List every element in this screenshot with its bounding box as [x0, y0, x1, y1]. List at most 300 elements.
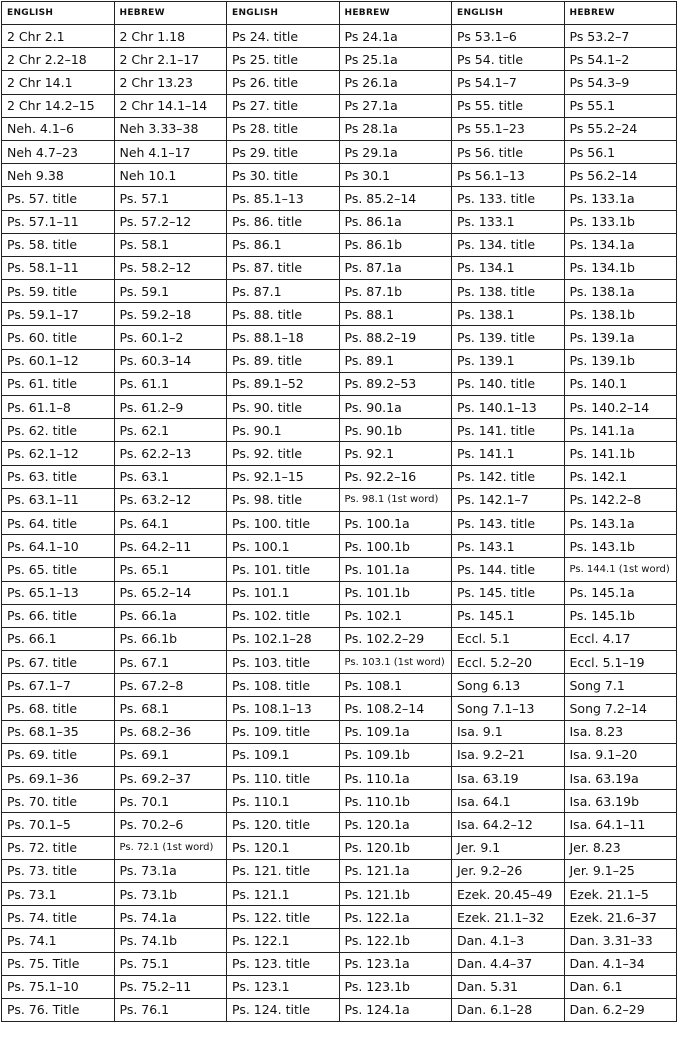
header-row [2, 2, 677, 25]
english-cell: Ps. 102. title [227, 604, 340, 627]
table-row [2, 720, 677, 743]
english-cell: Ps. 66. title [2, 604, 115, 627]
hebrew-cell: Ps. 141.1a [564, 419, 677, 442]
hebrew-cell: Ps. 86.1a [339, 210, 452, 233]
hebrew-cell: Ps. 65.1 [114, 558, 227, 581]
hebrew-cell: Isa. 63.19a [564, 767, 677, 790]
english-cell: Ps 30. title [227, 164, 340, 187]
hebrew-cell: Ps. 138.1a [564, 280, 677, 303]
table-row [2, 929, 677, 952]
english-cell: Ps. 62.1–12 [2, 442, 115, 465]
english-cell: Isa. 64.2–12 [452, 813, 565, 836]
english-cell: Ps. 60. title [2, 326, 115, 349]
hebrew-cell: Ps. 73.1a [114, 859, 227, 882]
english-cell: Ps. 60.1–12 [2, 349, 115, 372]
hebrew-cell: Ps 55.1 [564, 94, 677, 117]
english-cell: Ps 24. title [227, 25, 340, 48]
english-cell: Ps. 121.1 [227, 882, 340, 905]
table-row [2, 372, 677, 395]
english-cell: Ps. 124. title [227, 998, 340, 1021]
hebrew-cell: Ps. 61.2–9 [114, 396, 227, 419]
english-cell: Ps. 74. title [2, 906, 115, 929]
hebrew-cell: Isa. 8.23 [564, 720, 677, 743]
english-cell: Isa. 63.19 [452, 767, 565, 790]
english-cell: Ps. 65. title [2, 558, 115, 581]
english-cell: Ps. 90.1 [227, 419, 340, 442]
hebrew-cell: Ps. 134.1a [564, 233, 677, 256]
hebrew-cell: Ps 54.1–2 [564, 48, 677, 71]
english-cell: Ps. 109.1 [227, 743, 340, 766]
english-cell: 2 Chr 14.1 [2, 71, 115, 94]
hebrew-cell: Ps. 67.2–8 [114, 674, 227, 697]
hebrew-cell: Ps. 64.2–11 [114, 535, 227, 558]
hebrew-cell: Ps. 87.1b [339, 280, 452, 303]
table-row [2, 233, 677, 256]
hebrew-cell: Ps. 76.1 [114, 998, 227, 1021]
hebrew-cell: Ps. 70.2–6 [114, 813, 227, 836]
english-cell: Ps. 139. title [452, 326, 565, 349]
english-cell: Ps 27. title [227, 94, 340, 117]
hebrew-cell: Dan. 3.31–33 [564, 929, 677, 952]
hebrew-cell: Jer. 9.1–25 [564, 859, 677, 882]
hebrew-cell: Neh 4.1–17 [114, 140, 227, 163]
english-cell: 2 Chr 2.1 [2, 25, 115, 48]
english-cell: Ps. 70.1–5 [2, 813, 115, 836]
english-cell: Ps 56.1–13 [452, 164, 565, 187]
hebrew-cell: Ps. 140.2–14 [564, 396, 677, 419]
hebrew-cell: Ps. 121.1a [339, 859, 452, 882]
table-row [2, 488, 677, 511]
hebrew-cell: Ps. 63.1 [114, 465, 227, 488]
column-header-hebrew: HEBREW [114, 2, 227, 25]
hebrew-cell: Ps. 60.1–2 [114, 326, 227, 349]
english-cell: Ps. 73.1 [2, 882, 115, 905]
hebrew-cell: Ps. 63.2–12 [114, 488, 227, 511]
hebrew-cell: Ps. 122.1a [339, 906, 452, 929]
hebrew-cell: Ps. 65.2–14 [114, 581, 227, 604]
hebrew-cell: Ps. 61.1 [114, 372, 227, 395]
english-cell: Ps. 138.1 [452, 303, 565, 326]
table-row [2, 396, 677, 419]
english-cell: Ps. 90. title [227, 396, 340, 419]
hebrew-cell: Ps. 92.2–16 [339, 465, 452, 488]
hebrew-cell: Ps. 85.2–14 [339, 187, 452, 210]
english-cell: Ps. 75.1–10 [2, 975, 115, 998]
english-cell: Ps 25. title [227, 48, 340, 71]
english-cell: Ps. 92. title [227, 442, 340, 465]
english-cell: Ps 26. title [227, 71, 340, 94]
english-cell: Neh. 4.1–6 [2, 117, 115, 140]
english-cell: Ps. 123.1 [227, 975, 340, 998]
hebrew-cell: Ps. 59.1 [114, 280, 227, 303]
hebrew-cell: Ps. 108.1 [339, 674, 452, 697]
english-cell: Ps 54. title [452, 48, 565, 71]
english-cell: Ps. 69. title [2, 743, 115, 766]
hebrew-cell: Ps. 103.1 (1st word) [339, 651, 452, 674]
english-cell: Isa. 64.1 [452, 790, 565, 813]
hebrew-cell: Ps. 109.1b [339, 743, 452, 766]
english-cell: Ps. 109. title [227, 720, 340, 743]
hebrew-cell: Ps. 101.1b [339, 581, 452, 604]
table-row [2, 349, 677, 372]
table-row [2, 674, 677, 697]
hebrew-cell: Ps. 123.1b [339, 975, 452, 998]
english-cell: Ps. 133.1 [452, 210, 565, 233]
table-row [2, 419, 677, 442]
hebrew-cell: Eccl. 5.1–19 [564, 651, 677, 674]
english-cell: Ps. 140. title [452, 372, 565, 395]
english-cell: Ps. 139.1 [452, 349, 565, 372]
english-cell: Ps. 64.1–10 [2, 535, 115, 558]
english-cell: Ps. 66.1 [2, 627, 115, 650]
hebrew-cell: Ps. 98.1 (1st word) [339, 488, 452, 511]
hebrew-cell: Ps. 62.2–13 [114, 442, 227, 465]
hebrew-cell: Ps. 143.1a [564, 511, 677, 534]
english-cell: Ps. 134.1 [452, 256, 565, 279]
english-cell: Ps. 108.1–13 [227, 697, 340, 720]
hebrew-cell: Dan. 6.2–29 [564, 998, 677, 1021]
english-cell: Ps. 134. title [452, 233, 565, 256]
hebrew-cell: Ps. 73.1b [114, 882, 227, 905]
english-cell: Dan. 4.4–37 [452, 952, 565, 975]
hebrew-cell: Ps. 144.1 (1st word) [564, 558, 677, 581]
table-row [2, 952, 677, 975]
english-cell: Ps. 133. title [452, 187, 565, 210]
english-cell: Ps. 70. title [2, 790, 115, 813]
english-cell: Ps. 58. title [2, 233, 115, 256]
hebrew-cell: Ps. 86.1b [339, 233, 452, 256]
english-cell: Ps. 143.1 [452, 535, 565, 558]
english-cell: Ps 55.1–23 [452, 117, 565, 140]
hebrew-cell: Ps. 70.1 [114, 790, 227, 813]
table-row [2, 627, 677, 650]
english-cell: Ps. 86.1 [227, 233, 340, 256]
hebrew-cell: Ps. 75.2–11 [114, 975, 227, 998]
hebrew-cell: Ps. 139.1a [564, 326, 677, 349]
hebrew-cell: Ps. 109.1a [339, 720, 452, 743]
hebrew-cell: Ps 26.1a [339, 71, 452, 94]
hebrew-cell: Ps 27.1a [339, 94, 452, 117]
english-cell: Ps. 68.1–35 [2, 720, 115, 743]
english-cell: Ps. 67. title [2, 651, 115, 674]
table-row [2, 813, 677, 836]
english-cell: Ps 54.1–7 [452, 71, 565, 94]
table-row [2, 906, 677, 929]
hebrew-cell: Ps 24.1a [339, 25, 452, 48]
english-cell: Isa. 9.1 [452, 720, 565, 743]
table-row [2, 604, 677, 627]
english-cell: Ps. 120. title [227, 813, 340, 836]
hebrew-cell: Ps. 110.1a [339, 767, 452, 790]
table-row [2, 836, 677, 859]
hebrew-cell: Ps 56.1 [564, 140, 677, 163]
english-cell: Ezek. 20.45–49 [452, 882, 565, 905]
table-row [2, 581, 677, 604]
english-cell: Ps. 122. title [227, 906, 340, 929]
hebrew-cell: Dan. 4.1–34 [564, 952, 677, 975]
hebrew-cell: Ps. 102.2–29 [339, 627, 452, 650]
table-row [2, 535, 677, 558]
hebrew-cell: Ps. 57.2–12 [114, 210, 227, 233]
english-cell: Ps. 73. title [2, 859, 115, 882]
english-cell: Ps. 120.1 [227, 836, 340, 859]
english-cell: Jer. 9.2–26 [452, 859, 565, 882]
table-row [2, 975, 677, 998]
hebrew-cell: Ps. 66.1b [114, 627, 227, 650]
english-cell: Ps. 57.1–11 [2, 210, 115, 233]
english-cell: Ps. 68. title [2, 697, 115, 720]
hebrew-cell: Ps. 121.1b [339, 882, 452, 905]
hebrew-cell: Ps. 133.1b [564, 210, 677, 233]
table-row [2, 697, 677, 720]
english-cell: Ps 53.1–6 [452, 25, 565, 48]
column-header-english: ENGLISH [2, 2, 115, 25]
english-cell: Ps. 141.1 [452, 442, 565, 465]
hebrew-cell: Ps. 143.1b [564, 535, 677, 558]
english-cell: Dan. 5.31 [452, 975, 565, 998]
english-cell: Ps. 63.1–11 [2, 488, 115, 511]
verse-correspondence-table [1, 1, 677, 1022]
english-cell: Ps. 98. title [227, 488, 340, 511]
hebrew-cell: Ps. 138.1b [564, 303, 677, 326]
hebrew-cell: Ps. 142.2–8 [564, 488, 677, 511]
english-cell: 2 Chr 14.2–15 [2, 94, 115, 117]
english-cell: Eccl. 5.1 [452, 627, 565, 650]
table-row [2, 998, 677, 1021]
hebrew-cell: Ps. 58.1 [114, 233, 227, 256]
english-cell: Dan. 6.1–28 [452, 998, 565, 1021]
hebrew-cell: Isa. 63.19b [564, 790, 677, 813]
hebrew-cell: Ps. 92.1 [339, 442, 452, 465]
table-row [2, 48, 677, 71]
table-row [2, 187, 677, 210]
english-cell: Ps 55. title [452, 94, 565, 117]
table-row [2, 326, 677, 349]
hebrew-cell: Ps. 140.1 [564, 372, 677, 395]
hebrew-cell: Ps. 74.1b [114, 929, 227, 952]
english-cell: Ps. 88.1–18 [227, 326, 340, 349]
table-row [2, 117, 677, 140]
english-cell: Ps. 101. title [227, 558, 340, 581]
hebrew-cell: Ps. 67.1 [114, 651, 227, 674]
hebrew-cell: Ps. 64.1 [114, 511, 227, 534]
hebrew-cell: Ps. 120.1a [339, 813, 452, 836]
hebrew-cell: Ps. 110.1b [339, 790, 452, 813]
english-cell: Ps. 138. title [452, 280, 565, 303]
table-row [2, 256, 677, 279]
table-row [2, 558, 677, 581]
column-header-english: ENGLISH [452, 2, 565, 25]
english-cell: Ps. 63. title [2, 465, 115, 488]
english-cell: Ps. 122.1 [227, 929, 340, 952]
english-cell: Ps. 142.1–7 [452, 488, 565, 511]
english-cell: Ps. 145.1 [452, 604, 565, 627]
english-cell: Ps. 108. title [227, 674, 340, 697]
hebrew-cell: Ps. 68.1 [114, 697, 227, 720]
english-cell: Ps. 92.1–15 [227, 465, 340, 488]
english-cell: Ezek. 21.1–32 [452, 906, 565, 929]
english-cell: Ps. 110.1 [227, 790, 340, 813]
english-cell: Ps. 89. title [227, 349, 340, 372]
hebrew-cell: Eccl. 4.17 [564, 627, 677, 650]
hebrew-cell: Song 7.2–14 [564, 697, 677, 720]
english-cell: Ps 28. title [227, 117, 340, 140]
table-row [2, 303, 677, 326]
hebrew-cell: Ps. 134.1b [564, 256, 677, 279]
english-cell: Ps. 59. title [2, 280, 115, 303]
table-row [2, 790, 677, 813]
hebrew-cell: Ps. 120.1b [339, 836, 452, 859]
hebrew-cell: Neh 3.33–38 [114, 117, 227, 140]
english-cell: Ps. 76. Title [2, 998, 115, 1021]
english-cell: Ps. 64. title [2, 511, 115, 534]
hebrew-cell: Ps 30.1 [339, 164, 452, 187]
english-cell: Ps. 75. Title [2, 952, 115, 975]
hebrew-cell: Ps 55.2–24 [564, 117, 677, 140]
hebrew-cell: Ps. 102.1 [339, 604, 452, 627]
english-cell: Ps. 87.1 [227, 280, 340, 303]
hebrew-cell: Ps. 145.1a [564, 581, 677, 604]
hebrew-cell: Ps. 90.1a [339, 396, 452, 419]
english-cell: Ps. 58.1–11 [2, 256, 115, 279]
english-cell: Ps. 142. title [452, 465, 565, 488]
english-cell: Ps 56. title [452, 140, 565, 163]
hebrew-cell: Ps. 59.2–18 [114, 303, 227, 326]
hebrew-cell: Ps. 58.2–12 [114, 256, 227, 279]
english-cell: Ps. 74.1 [2, 929, 115, 952]
hebrew-cell: Ps. 60.3–14 [114, 349, 227, 372]
hebrew-cell: Ps. 72.1 (1st word) [114, 836, 227, 859]
column-header-english: ENGLISH [227, 2, 340, 25]
english-cell: Ps. 110. title [227, 767, 340, 790]
table-row [2, 442, 677, 465]
table-row [2, 25, 677, 48]
hebrew-cell: Ezek. 21.1–5 [564, 882, 677, 905]
english-cell: Neh 9.38 [2, 164, 115, 187]
hebrew-cell: Ps. 90.1b [339, 419, 452, 442]
table-row [2, 210, 677, 233]
hebrew-cell: Ps. 75.1 [114, 952, 227, 975]
english-cell: Ps. 72. title [2, 836, 115, 859]
english-cell: Ps. 103. title [227, 651, 340, 674]
table-row [2, 651, 677, 674]
hebrew-cell: Ps. 123.1a [339, 952, 452, 975]
hebrew-cell: Ps. 89.2–53 [339, 372, 452, 395]
english-cell: Ps. 143. title [452, 511, 565, 534]
english-cell: Isa. 9.2–21 [452, 743, 565, 766]
english-cell: Ps. 140.1–13 [452, 396, 565, 419]
hebrew-cell: Ps. 88.1 [339, 303, 452, 326]
english-cell: Ps. 61.1–8 [2, 396, 115, 419]
english-cell: Ps. 57. title [2, 187, 115, 210]
english-cell: Ps. 67.1–7 [2, 674, 115, 697]
hebrew-cell: 2 Chr 14.1–14 [114, 94, 227, 117]
hebrew-cell: Ps. 122.1b [339, 929, 452, 952]
english-cell: Ps. 61. title [2, 372, 115, 395]
english-cell: Ps. 62. title [2, 419, 115, 442]
hebrew-cell: Dan. 6.1 [564, 975, 677, 998]
table-row [2, 511, 677, 534]
column-header-hebrew: HEBREW [564, 2, 677, 25]
hebrew-cell: Ps. 141.1b [564, 442, 677, 465]
hebrew-cell: Ps 29.1a [339, 140, 452, 163]
english-cell: Ps. 102.1–28 [227, 627, 340, 650]
hebrew-cell: Ps. 87.1a [339, 256, 452, 279]
english-cell: Ps. 89.1–52 [227, 372, 340, 395]
english-cell: Ps. 145. title [452, 581, 565, 604]
table-row [2, 280, 677, 303]
english-cell: Ps. 121. title [227, 859, 340, 882]
hebrew-cell: Ps. 89.1 [339, 349, 452, 372]
english-cell: Ps. 123. title [227, 952, 340, 975]
hebrew-cell: Ps 53.2–7 [564, 25, 677, 48]
hebrew-cell: Ps. 68.2–36 [114, 720, 227, 743]
hebrew-cell: 2 Chr 2.1–17 [114, 48, 227, 71]
table-row [2, 882, 677, 905]
hebrew-cell: Ps. 139.1b [564, 349, 677, 372]
hebrew-cell: Ps. 133.1a [564, 187, 677, 210]
hebrew-cell: Ps. 88.2–19 [339, 326, 452, 349]
table-row [2, 767, 677, 790]
column-header-hebrew: HEBREW [339, 2, 452, 25]
hebrew-cell: Ps. 57.1 [114, 187, 227, 210]
hebrew-cell: Ps. 69.1 [114, 743, 227, 766]
hebrew-cell: Isa. 64.1–11 [564, 813, 677, 836]
hebrew-cell: Song 7.1 [564, 674, 677, 697]
hebrew-cell: Ps. 69.2–37 [114, 767, 227, 790]
hebrew-cell: 2 Chr 1.18 [114, 25, 227, 48]
table-row [2, 859, 677, 882]
hebrew-cell: Ps. 100.1a [339, 511, 452, 534]
english-cell: Ps. 69.1–36 [2, 767, 115, 790]
english-cell: Ps. 100.1 [227, 535, 340, 558]
hebrew-cell: Ps. 66.1a [114, 604, 227, 627]
english-cell: 2 Chr 2.2–18 [2, 48, 115, 71]
hebrew-cell: Isa. 9.1–20 [564, 743, 677, 766]
table-row [2, 140, 677, 163]
table-row [2, 94, 677, 117]
table-row [2, 71, 677, 94]
english-cell: Ps. 86. title [227, 210, 340, 233]
hebrew-cell: Ps. 124.1a [339, 998, 452, 1021]
hebrew-cell: Ezek. 21.6–37 [564, 906, 677, 929]
english-cell: Dan. 4.1–3 [452, 929, 565, 952]
english-cell: Eccl. 5.2–20 [452, 651, 565, 674]
hebrew-cell: Ps. 142.1 [564, 465, 677, 488]
hebrew-cell: Ps. 62.1 [114, 419, 227, 442]
hebrew-cell: 2 Chr 13.23 [114, 71, 227, 94]
hebrew-cell: Ps. 145.1b [564, 604, 677, 627]
english-cell: Jer. 9.1 [452, 836, 565, 859]
english-cell: Ps. 101.1 [227, 581, 340, 604]
english-cell: Ps. 65.1–13 [2, 581, 115, 604]
english-cell: Ps. 59.1–17 [2, 303, 115, 326]
english-cell: Ps. 141. title [452, 419, 565, 442]
hebrew-cell: Ps. 101.1a [339, 558, 452, 581]
hebrew-cell: Ps 28.1a [339, 117, 452, 140]
english-cell: Song 7.1–13 [452, 697, 565, 720]
english-cell: Ps. 144. title [452, 558, 565, 581]
hebrew-cell: Ps 56.2–14 [564, 164, 677, 187]
english-cell: Ps. 88. title [227, 303, 340, 326]
hebrew-cell: Ps. 100.1b [339, 535, 452, 558]
hebrew-cell: Ps 25.1a [339, 48, 452, 71]
hebrew-cell: Jer. 8.23 [564, 836, 677, 859]
english-cell: Ps. 87. title [227, 256, 340, 279]
hebrew-cell: Ps. 74.1a [114, 906, 227, 929]
english-cell: Ps. 100. title [227, 511, 340, 534]
table-row [2, 465, 677, 488]
